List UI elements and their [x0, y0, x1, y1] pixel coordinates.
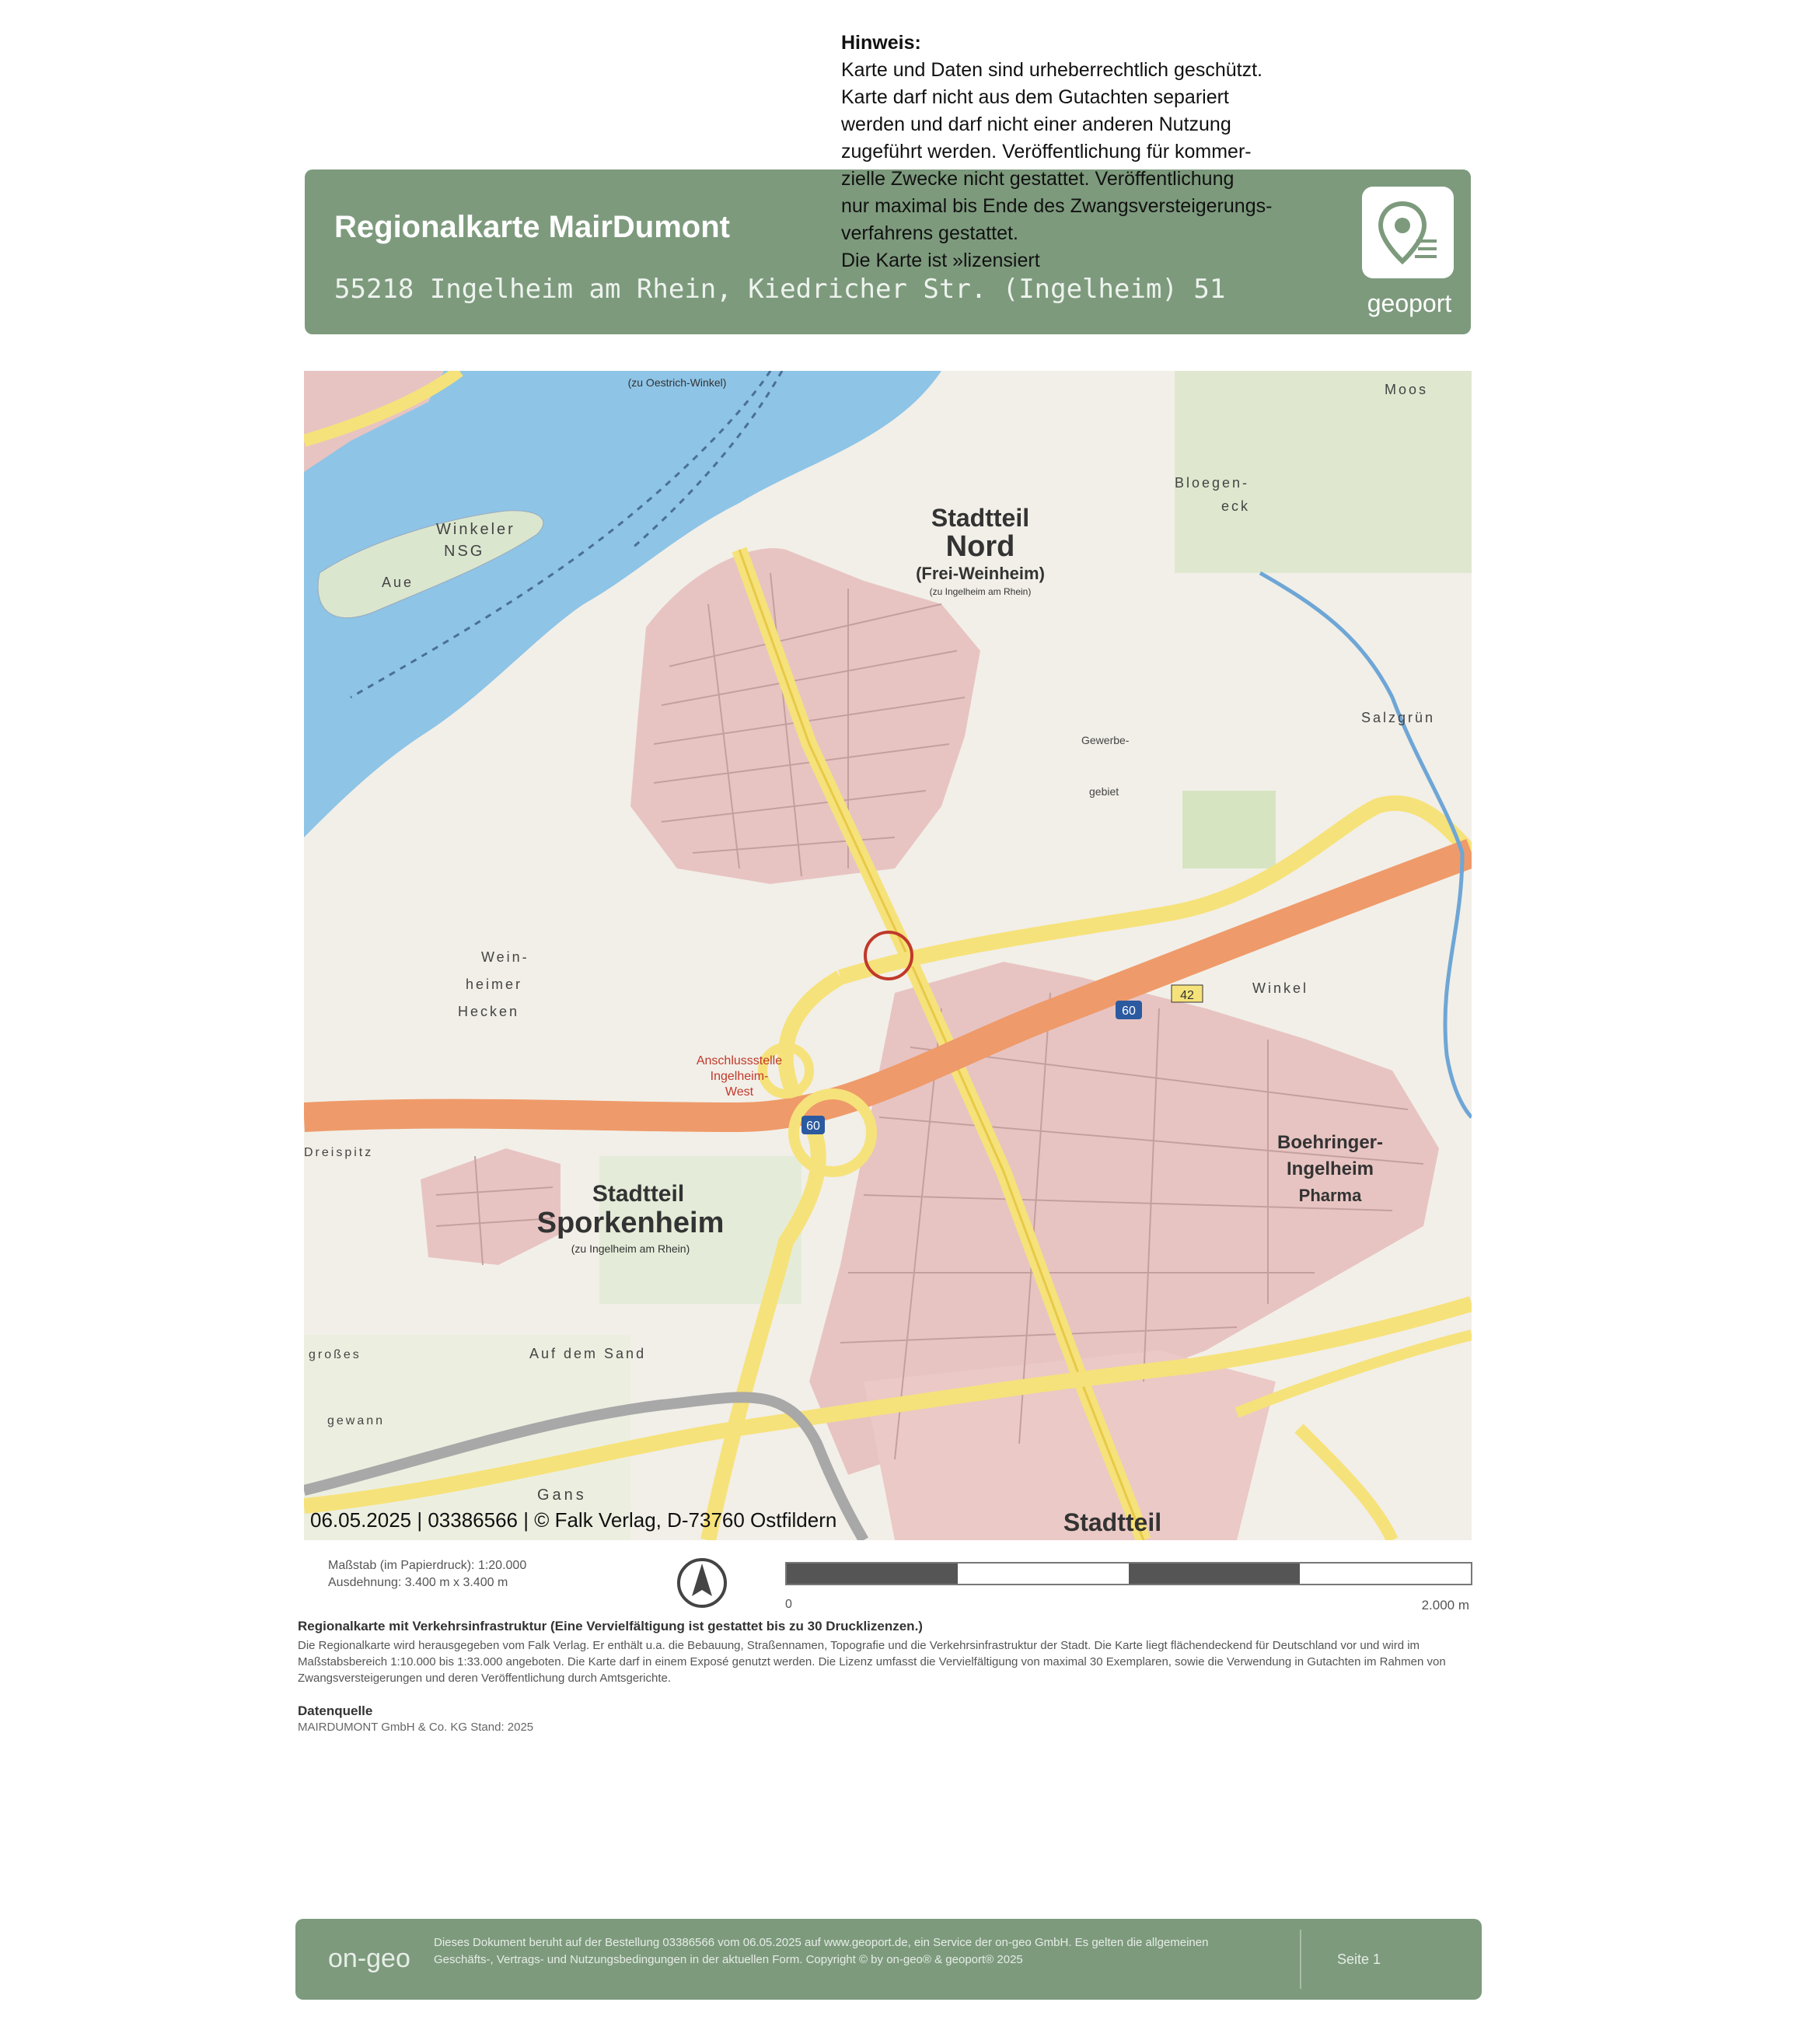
map-label: Stadtteil	[592, 1181, 685, 1207]
notice-line: werden und darf nicht einer anderen Nutzung	[841, 114, 1231, 135]
map-label: Bloegen-	[1175, 475, 1250, 491]
map-label: Dreispitz	[304, 1146, 374, 1159]
north-arrow-icon	[675, 1556, 729, 1610]
notice-line: Karte und Daten sind urheberrechtlich geschützt.	[841, 59, 1262, 81]
map-label: Moos	[1385, 382, 1429, 397]
map-label: Pharma	[1298, 1186, 1362, 1205]
map-label: (Frei-Weinheim)	[916, 564, 1045, 583]
map-label: Ingelheim	[1286, 1158, 1374, 1179]
notice-line: nur maximal bis Ende des Zwangsversteigerungs-	[841, 195, 1273, 217]
map-label: Hecken	[458, 1004, 520, 1019]
map-extent: Ausdehnung: 3.400 m x 3.400 m	[328, 1576, 508, 1589]
green-area	[1182, 791, 1276, 868]
scale-segment	[958, 1564, 1129, 1584]
autobahn-shield-label: 60	[1122, 1005, 1136, 1018]
scale-ratio: Maßstab (im Papierdruck): 1:20.000	[328, 1559, 527, 1572]
data-source-title: Datenquelle	[298, 1703, 373, 1718]
footer-divider	[1300, 1930, 1301, 1989]
map-label: NSG	[444, 543, 485, 560]
notice-line: Die Karte ist »lizensiert	[841, 250, 1040, 271]
scale-area	[305, 1551, 1471, 1629]
map-label: heimer	[466, 977, 523, 992]
data-source-body: MAIRDUMONT GmbH & Co. KG Stand: 2025	[298, 1721, 534, 1734]
regional-map[interactable]	[304, 371, 1472, 1540]
scale-info	[328, 1557, 526, 1592]
notice-line: Hinweis:	[841, 32, 921, 54]
scale-bar	[785, 1562, 1472, 1585]
scale-zero-label: 0	[785, 1598, 792, 1611]
address-line: 55218 Ingelheim am Rhein, Kiedricher Str. (Ingelheim) 51	[334, 274, 1226, 305]
map-label: Winkel	[1252, 980, 1309, 996]
map-label: Nord	[945, 530, 1015, 563]
map-label: Aue	[382, 575, 414, 590]
map-label: Anschlussstelle	[696, 1054, 783, 1067]
map-label: (zu Ingelheim am Rhein)	[571, 1242, 690, 1255]
map-label: (zu Oestrich-Winkel)	[627, 376, 727, 389]
map-label: Stadtteil	[1063, 1508, 1162, 1536]
scale-segment	[787, 1564, 958, 1584]
road-shield-label: 42	[1180, 989, 1194, 1002]
map-label: Auf dem Sand	[529, 1346, 647, 1361]
map-label: Sporkenheim	[536, 1207, 725, 1239]
map-credit: 06.05.2025 | 03386566 | © Falk Verlag, D-73760 Ostfildern	[310, 1508, 837, 1532]
map-label: Gans	[537, 1487, 587, 1504]
green-area	[1175, 371, 1472, 573]
footer-bar	[295, 1919, 1482, 2000]
footer-text: Dieses Dokument beruht auf der Bestellung 03386566 vom 06.05.2025 auf www.geoport.de, ein Service der on-geo GmbH. Es gelten die allgemeinen Geschäfts-, Vertrags- und Nutzungsbedingungen in der aktuellen Form. Copyright © by on-geo® & geoport® 2025	[434, 1936, 1209, 1966]
notice-line: zugeführt werden. Veröffentlichung für kommer-	[841, 141, 1252, 162]
map-label: Winkeler	[436, 521, 515, 538]
autobahn-shield-label: 60	[806, 1120, 820, 1133]
description-title: Regionalkarte mit Verkehrsinfrastruktur (Eine Vervielfältigung ist gestattet bis zu 30 Drucklizenzen.)	[298, 1619, 923, 1633]
map-label: Wein-	[481, 949, 529, 965]
geoport-logo-text: geoport	[1367, 289, 1452, 317]
map-label: Stadtteil	[931, 504, 1030, 532]
map-label: großes	[309, 1348, 361, 1361]
copyright-notice	[841, 30, 1385, 274]
map-label: West	[725, 1085, 754, 1099]
scale-segment	[1300, 1564, 1471, 1584]
map-title: Regionalkarte MairDumont	[334, 210, 730, 244]
map-label: Boehringer-	[1276, 1132, 1384, 1153]
map-label: eck	[1221, 498, 1251, 514]
map-label: gebiet	[1089, 785, 1119, 798]
road-southeast	[1299, 1428, 1392, 1540]
map-label: Gewerbe-	[1081, 734, 1130, 746]
map-label: (zu Ingelheim am Rhein)	[929, 586, 1032, 597]
scale-segment	[1129, 1564, 1300, 1584]
scale-max-label: 2.000 m	[1421, 1598, 1469, 1612]
notice-line: zielle Zwecke nicht gestattet. Veröffentlichung	[841, 168, 1235, 190]
notice-line: Karte darf nicht aus dem Gutachten separiert	[841, 86, 1229, 108]
map-label: Salzgrün	[1361, 710, 1436, 725]
notice-line: verfahrens gestattet.	[841, 222, 1018, 244]
map-label: gewann	[327, 1414, 386, 1427]
map-description	[298, 1619, 1472, 1734]
map-label: Ingelheim-	[710, 1070, 769, 1083]
page-number: Seite 1	[1337, 1951, 1381, 1967]
on-geo-logo: on-geo	[328, 1944, 410, 1973]
description-body: Die Regionalkarte wird herausgegeben vom Falk Verlag. Er enthält u.a. die Bebauung, Straßennamen, Topografie und die Verkehrsinfrastruktur der Stadt. Die Karte liegt flächendeckend für Deutschland vor und wird im Maßstabsbereich 1:10.000 bis 1:33.000 angeboten. Die Karte darf in einem Exposé genutzt werden. Die Lizenz umfasst die Vervielfältigung von maximal 30 Exemplaren, sowie die Verwendung in Gutachten im Rahmen von Zwangsversteigerungen und deren Veröffentlichung durch Amtsgerichte.	[298, 1639, 1446, 1685]
